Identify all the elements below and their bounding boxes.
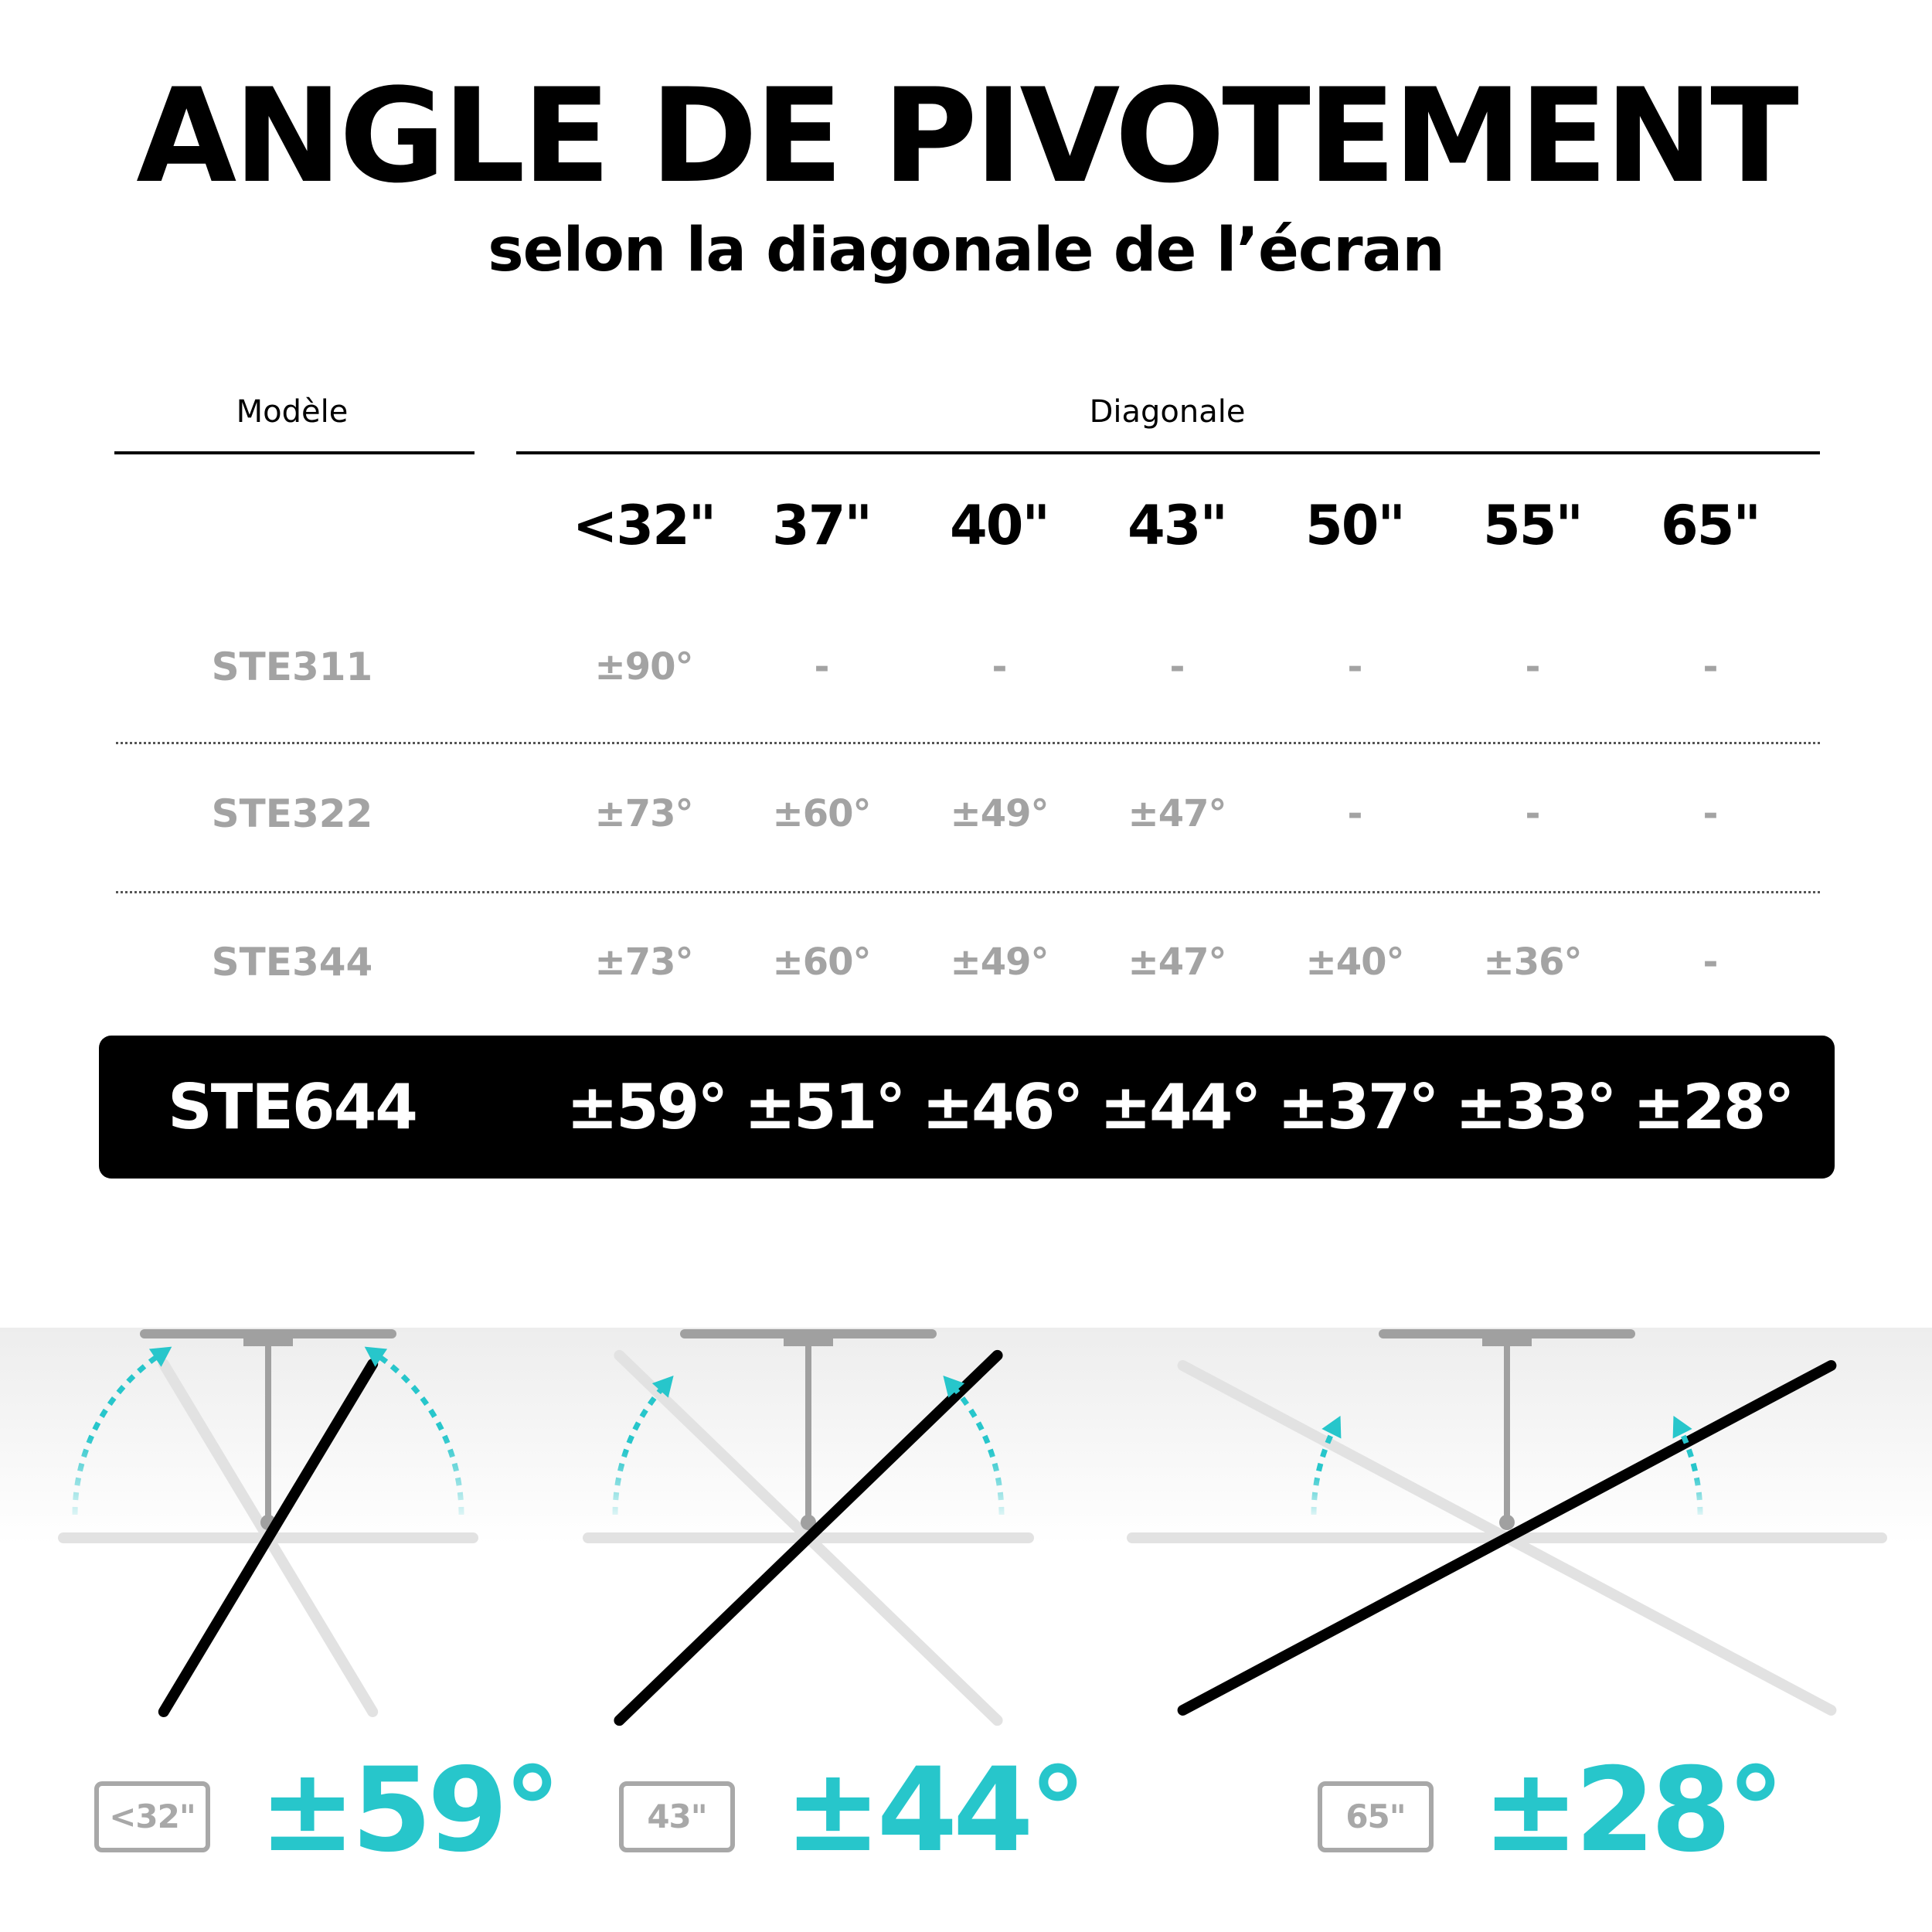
row-value: ±49°: [950, 940, 1049, 984]
row-value: ±36°: [1483, 940, 1582, 984]
mount-bracket: [243, 1334, 293, 1346]
row-model: STE344: [211, 940, 373, 985]
diagonal-label: 43": [1128, 494, 1226, 557]
diagonal-badge: <32": [94, 1781, 210, 1852]
row-value: ±40°: [1305, 940, 1404, 984]
angle-value: ±28°: [1482, 1743, 1781, 1878]
page-title: ANGLE DE PIVOTEMENT: [136, 60, 1796, 212]
highlight-value: ±37°: [1277, 1071, 1437, 1143]
highlight-value: ±44°: [1100, 1071, 1260, 1143]
mount-bracket: [1482, 1334, 1532, 1346]
table-header-model: Modèle: [236, 394, 349, 430]
highlight-model: STE644: [168, 1071, 417, 1143]
diagonal-label: 40": [950, 494, 1049, 557]
row-value: ±73°: [594, 792, 693, 835]
diagonal-label: 50": [1305, 494, 1404, 557]
highlight-value: ±46°: [922, 1071, 1082, 1143]
diagonal-label: 37": [772, 494, 871, 557]
pivot-joint: [1499, 1515, 1515, 1530]
row-value: -: [814, 645, 829, 689]
rotation-arrow-arc: [376, 1355, 461, 1515]
angle-value: ±44°: [784, 1743, 1083, 1878]
row-value: ±73°: [594, 940, 693, 984]
diagonal-label: <32": [572, 494, 716, 557]
rotation-arrow-arc: [952, 1386, 1002, 1515]
row-value: -: [1169, 645, 1185, 689]
row-value: -: [1525, 792, 1540, 835]
diagonal-label: 65": [1661, 494, 1760, 557]
row-value: ±90°: [594, 645, 693, 689]
row-value: ±47°: [1128, 792, 1226, 835]
diagonal-label: 55": [1483, 494, 1582, 557]
highlight-value: ±59°: [566, 1071, 726, 1143]
diagonal-badge: 43": [619, 1781, 735, 1852]
row-value: -: [1702, 645, 1718, 689]
row-value: -: [1347, 645, 1362, 689]
page-subtitle: selon la diagonale de l’écran: [488, 216, 1444, 285]
rotation-arrow-arc: [75, 1355, 160, 1515]
row-value: -: [992, 645, 1007, 689]
mount-bracket: [784, 1334, 833, 1346]
row-value: -: [1702, 792, 1718, 835]
row-value: -: [1702, 940, 1718, 984]
row-value: ±47°: [1128, 940, 1226, 984]
row-value: -: [1525, 645, 1540, 689]
rotation-arrow-arc: [615, 1386, 665, 1515]
table-header-diagonal: Diagonale: [1089, 394, 1246, 430]
highlight-value: ±33°: [1455, 1071, 1615, 1143]
row-value: ±60°: [772, 792, 871, 835]
angle-value: ±59°: [259, 1743, 557, 1878]
row-value: ±49°: [950, 792, 1049, 835]
highlight-value: ±51°: [744, 1071, 904, 1143]
row-value: -: [1347, 792, 1362, 835]
row-model: STE311: [211, 645, 373, 689]
row-model: STE322: [211, 791, 373, 836]
highlight-value: ±28°: [1633, 1071, 1793, 1143]
diagonal-badge: 65": [1318, 1781, 1434, 1852]
row-value: ±60°: [772, 940, 871, 984]
